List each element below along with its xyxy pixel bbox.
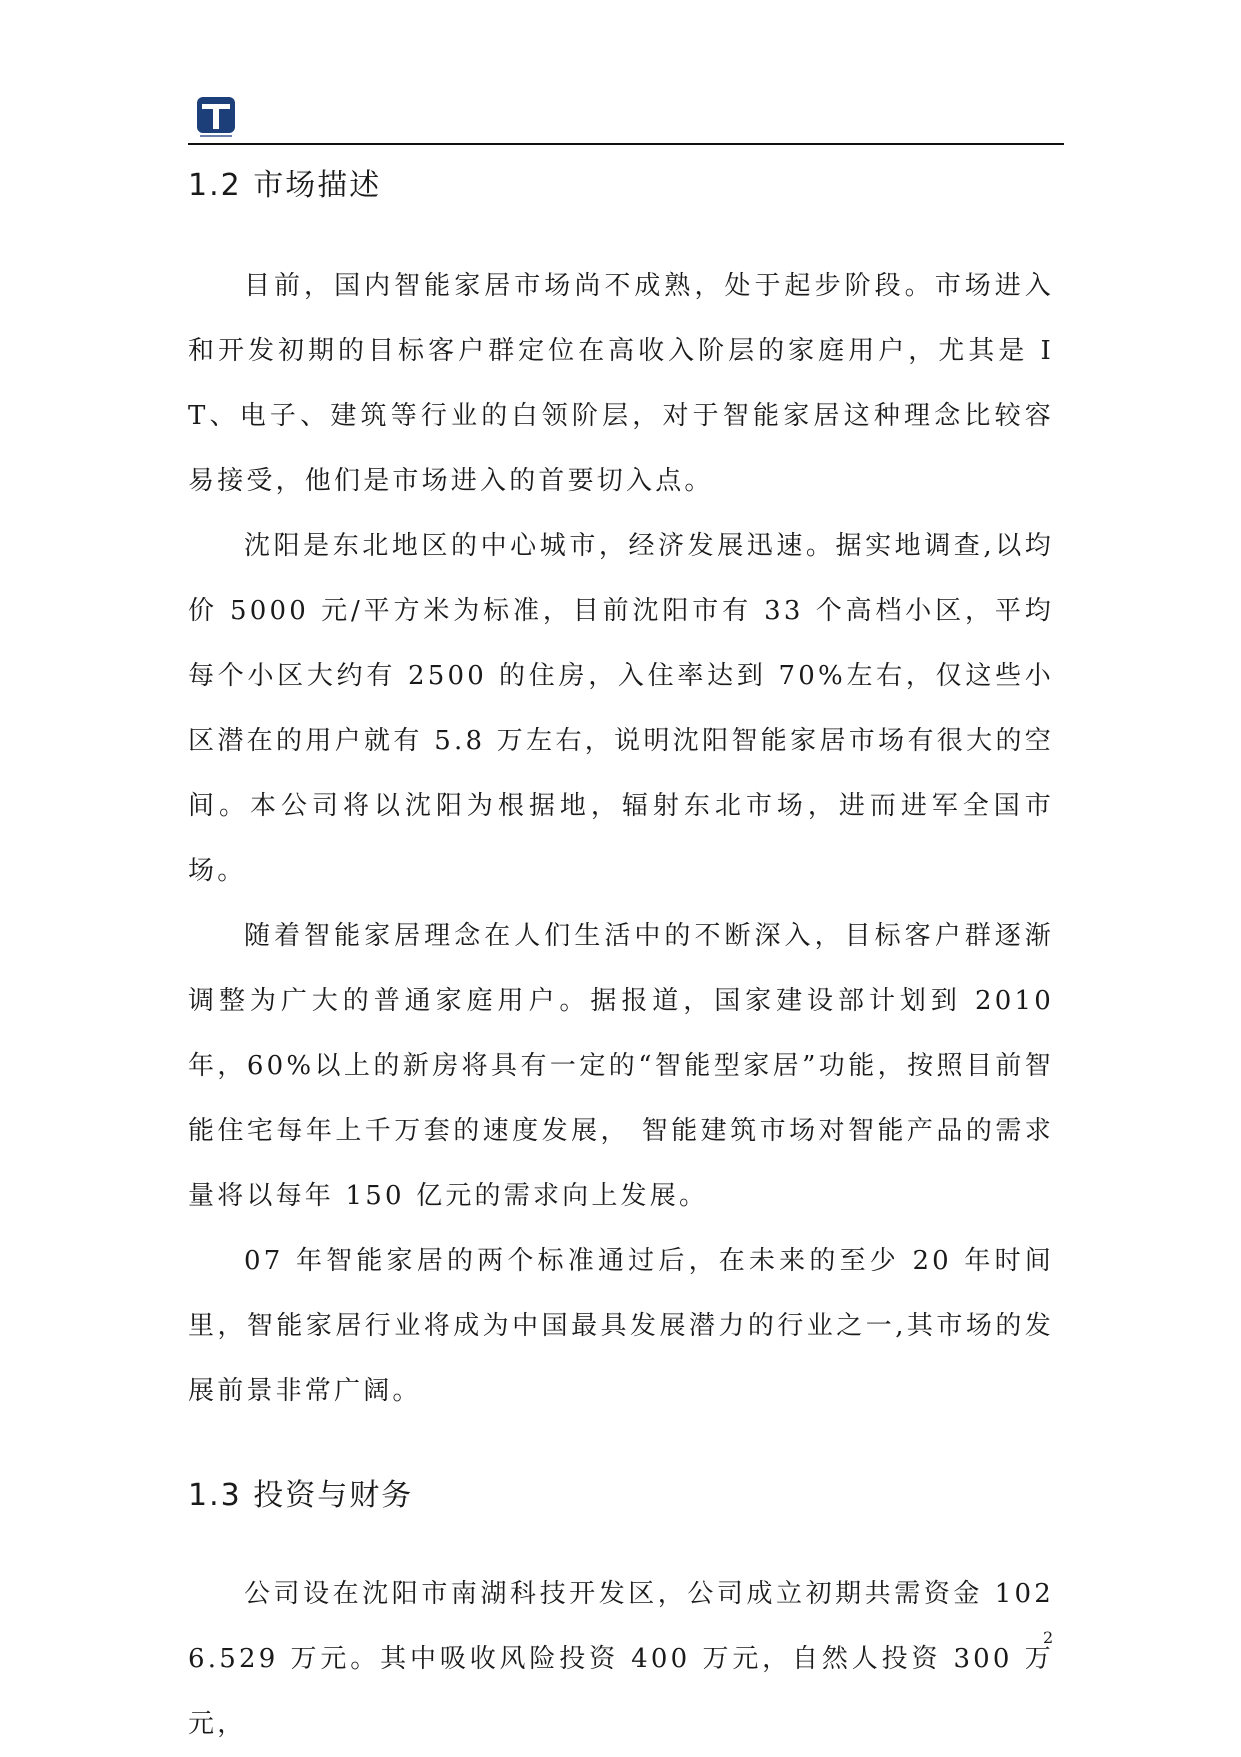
company-logo-icon (196, 96, 236, 140)
paragraph: 公司设在沈阳市南湖科技开发区，公司成立初期共需资金 1026.529 万元。其中吸收风险投资 400 万元，自然人投资 300 万元， (188, 1579, 1054, 1739)
paragraph: 沈阳是东北地区的中心城市，经济发展迅速。据实地调查,以均价 5000 元/平方米为标准，目前沈阳市有 33 个高档小区，平均每个小区大约有 2500 的住房，入住率达到 70%左右，仅这些小区潜在的用户就有 5.8 万左右，说明沈阳智能家居市场有很大的空间。本公司将以沈阳为根据地，辐射东北市场，进而进军全国市场。 (188, 531, 1054, 886)
page-number: 2 (1043, 1628, 1054, 1647)
section-heading-investment: 1.3 投资与财务 (188, 1478, 414, 1513)
header-rule (188, 143, 1064, 145)
document-body (188, 150, 1054, 1757)
section-heading-market: 1.2 市场描述 (188, 168, 382, 203)
paragraph: 07 年智能家居的两个标准通过后，在未来的至少 20 年时间里，智能家居行业将成为中国最具发展潜力的行业之一,其市场的发展前景非常广阔。 (188, 1246, 1054, 1406)
paragraph: 目前，国内智能家居市场尚不成熟，处于起步阶段。市场进入和开发初期的目标客户群定位在高收入阶层的家庭用户，尤其是 IT、电子、建筑等行业的白领阶层，对于智能家居这种理念比较容易接受，他们是市场进入的首要切入点。 (188, 271, 1054, 496)
paragraph: 随着智能家居理念在人们生活中的不断深入，目标客户群逐渐调整为广大的普通家庭用户。据报道，国家建设部计划到 2010 年，60%以上的新房将具有一定的“智能型家居”功能，按照目前智能住宅每年上千万套的速度发展， 智能建筑市场对智能产品的需求量将以每年 150 亿元的需求向上发展。 (188, 921, 1054, 1211)
page-header (188, 92, 1064, 148)
